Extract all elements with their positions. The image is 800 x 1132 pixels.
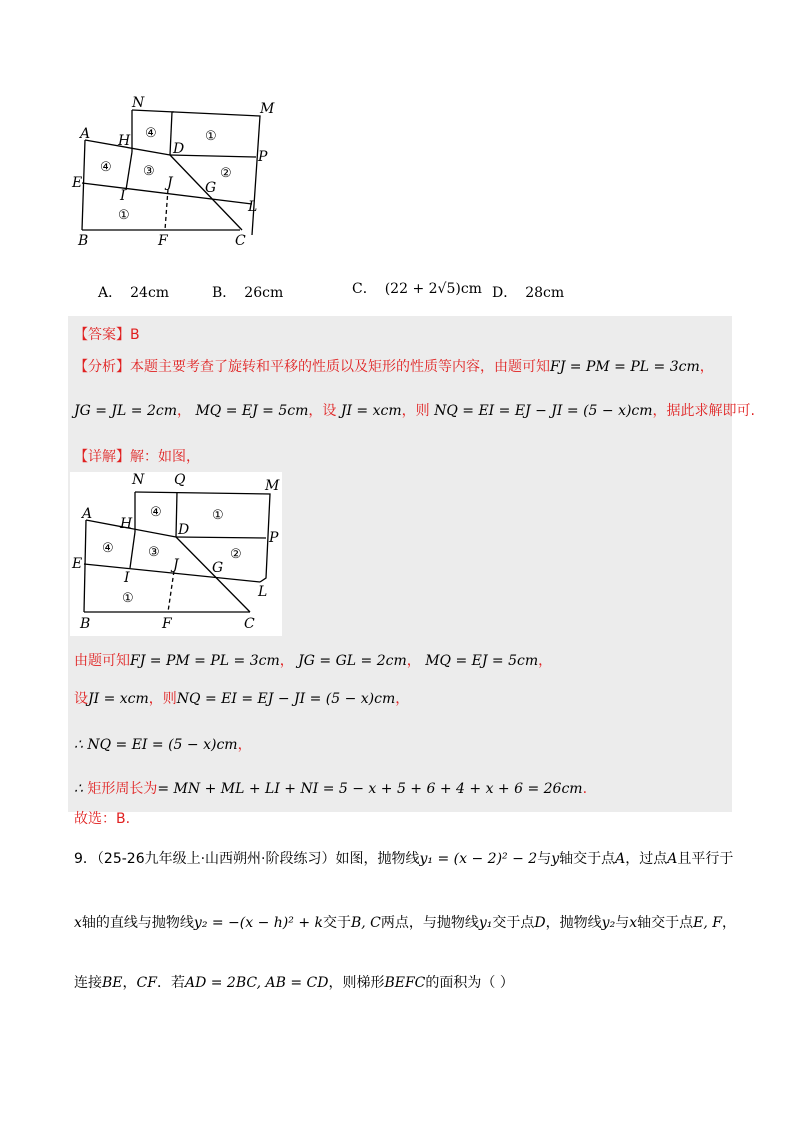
q9-t14: ， [122,975,137,991]
q9-cf: CF [136,975,157,991]
sol-l1-eq1: FJ = PM = PL = 3cm [130,653,280,669]
q9-t16: ，则梯形 [328,975,385,991]
sol-l4-eq: = MN + ML + LI + NI = 5 − x + 5 + 6 + 4 + x + 6 = 26cm [157,781,583,797]
option-b-value: 26cm [244,285,284,301]
sol-l2-eq1: JI = xcm [88,691,149,707]
analysis-text-4: ，据此求解即可. [652,403,755,419]
option-b-label: B． [212,285,237,301]
figure-2-svg [70,472,282,632]
detail-tag: 【详解】 [74,449,130,465]
q9-t9: ，抛物线 [545,915,602,931]
question-9-line-3 [74,972,514,992]
fig2-region-4-left: ④ [102,541,114,556]
q9-t5: 轴的直线与抛物线 [81,915,194,931]
solution-line-4 [74,778,587,798]
sol-l4-pre: ∴ [74,781,88,797]
sol-l1-c2: ， [406,653,421,669]
solution-line-3 [74,734,252,754]
fig2-region-2: ② [230,547,242,562]
q9-a: A [615,851,626,867]
q9-t2: 轴交于点 [559,851,616,867]
q9-source: （25-26九年级上·山西朔州·阶段练习）如图，抛物线 [96,851,420,867]
answer-line [74,324,140,344]
sol-l1-c3: ， [538,653,553,669]
option-a [98,282,169,302]
fig1-region-2: ② [220,166,232,181]
fig1-region-3: ③ [143,164,155,179]
analysis-text-2: ，设 [308,403,337,419]
fig1-label-d: D [173,141,185,157]
fig2-label-b: B [80,616,91,632]
option-c-label: C． [352,281,377,297]
fig2-label-d: D [178,522,190,538]
analysis-text-1: 本题主要考查了旋转和平移的性质以及矩形的性质等内容，由题可知 [130,359,550,375]
q9-bc: B, C [350,915,381,931]
q9-y2: y₂ [601,915,616,931]
fig2-label-g: G [212,560,224,576]
fig2-label-f: F [162,616,172,632]
fig2-region-1-top: ① [212,508,224,523]
q9-t15: ．若 [156,975,185,991]
q9-eq-y2: y₂ = −(x − h)² + k [193,915,323,931]
q9-y: y [551,851,560,867]
fig1-label-a: A [80,126,91,142]
fig1-label-e: E [72,175,83,191]
fig2-label-q: Q [174,472,186,488]
q9-t4: 且平行于 [677,851,734,867]
option-a-label: A． [98,285,123,301]
q9-cond: AD = 2BC, AB = CD [184,975,329,991]
analysis-line-1 [74,356,714,376]
option-d-label: D． [492,285,518,301]
solution-line-5 [74,808,130,828]
fig1-region-4-top: ④ [145,126,157,141]
fig2-label-e: E [72,556,83,572]
q9-befc: BEFC [384,975,426,991]
q9-t8: 交于点 [492,915,535,931]
analysis-eq-5: NQ = EI = EJ − JI = (5 − x)cm [434,403,653,419]
analysis-eq-3: MQ = EJ = 5cm [195,403,309,419]
sol-l4-end: . [582,781,588,797]
analysis-eq-1: FJ = PM = PL = 3cm [550,359,700,375]
fig2-label-h: H [120,516,133,532]
analysis-comma-2: ， [177,403,191,419]
fig2-label-i: I [124,570,130,586]
fig2-region-1-bottom: ① [122,591,134,606]
sol-l1-eq3: MQ = EJ = 5cm [425,653,539,669]
question-9-line-1 [74,848,733,868]
fig1-label-l: L [248,199,258,215]
fig1-region-4-left: ④ [100,160,112,175]
q9-d: D [534,915,546,931]
option-a-value: 24cm [130,285,170,301]
answer-tag: 【答案】 [74,327,130,343]
q9-x2: x [629,915,638,931]
detail-text: 解：如图， [130,449,200,465]
fig1-label-j: J [167,175,173,191]
q9-t13: 连接 [74,975,102,991]
sol-l2-text: 设 [74,691,88,707]
sol-l1-eq2: JG = GL = 2cm [298,653,407,669]
q9-a2: A [667,851,678,867]
q9-t3: ，过点 [625,851,668,867]
q9-t10: 与 [615,915,630,931]
q9-t17: 的面积为（ ） [425,975,514,991]
detail-line [74,446,200,466]
q9-number: 9． [74,851,97,867]
sol-l3-eq: ∴ NQ = EI = (5 − x)cm [74,737,238,753]
q9-t11: 轴交于点 [637,915,694,931]
sol-l2-text2: ，则 [148,691,177,707]
q9-eq-y1: y₁ = (x − 2)² − 2 [419,851,538,867]
sol-l4-text: 矩形周长为 [87,781,158,797]
fig2-label-n: N [132,472,145,488]
fig2-label-c: C [244,616,255,632]
q9-t7: 两点，与抛物线 [380,915,479,931]
analysis-text-3: ，则 [401,403,430,419]
option-b [212,282,283,302]
fig1-label-i: I [120,188,126,204]
fig2-label-l: L [258,584,268,600]
q9-ef: E, F [693,915,722,931]
fig1-region-1-bottom: ① [118,208,130,223]
figure-1-svg [70,95,280,250]
fig2-region-3: ③ [148,545,160,560]
question-9-line-2 [74,912,736,932]
fig1-label-m: M [260,101,275,117]
option-d [492,282,564,302]
fig1-label-g: G [205,180,217,196]
fig2-label-a: A [82,506,93,522]
q9-t6: 交于 [322,915,351,931]
q9-be: BE [102,975,123,991]
answer-value: B [130,327,140,343]
option-c [352,278,482,298]
fig1-label-p: P [258,149,268,165]
analysis-eq-2: JG = JL = 2cm [74,403,177,419]
q9-t12: ， [721,915,736,931]
fig2-label-p: P [269,530,279,546]
sol-l1-c1: ， [279,653,294,669]
q9-x: x [74,915,82,931]
fig2-label-j: J [173,557,179,573]
sol-l2-eq2: NQ = EI = EJ − JI = (5 − x)cm [176,691,396,707]
fig1-label-c: C [235,233,246,249]
analysis-line-2 [74,400,755,420]
option-c-value: (22 + 2√5)cm [384,281,482,297]
sol-l3-end: ， [237,737,252,753]
fig1-region-1-top: ① [205,129,217,144]
analysis-eq-4: JI = xcm [340,403,402,419]
solution-line-1 [74,650,552,670]
figure-2 [70,472,282,636]
analysis-comma-1: ， [699,359,714,375]
fig1-label-n: N [132,95,145,111]
fig1-label-h: H [118,133,131,149]
sol-l5: 故选：B. [74,811,131,827]
sol-l1-text: 由题可知 [74,653,130,669]
q9-t1: 与 [537,851,552,867]
fig2-label-m: M [265,478,280,494]
fig1-label-f: F [158,233,168,249]
fig2-region-4-top: ④ [150,505,162,520]
solution-line-2 [74,688,409,708]
q9-y1: y₁ [478,915,493,931]
option-d-value: 28cm [525,285,565,301]
figure-1 [70,95,280,254]
analysis-tag: 【分析】 [74,359,130,375]
sol-l2-end: ， [395,691,410,707]
fig1-label-b: B [78,233,89,249]
